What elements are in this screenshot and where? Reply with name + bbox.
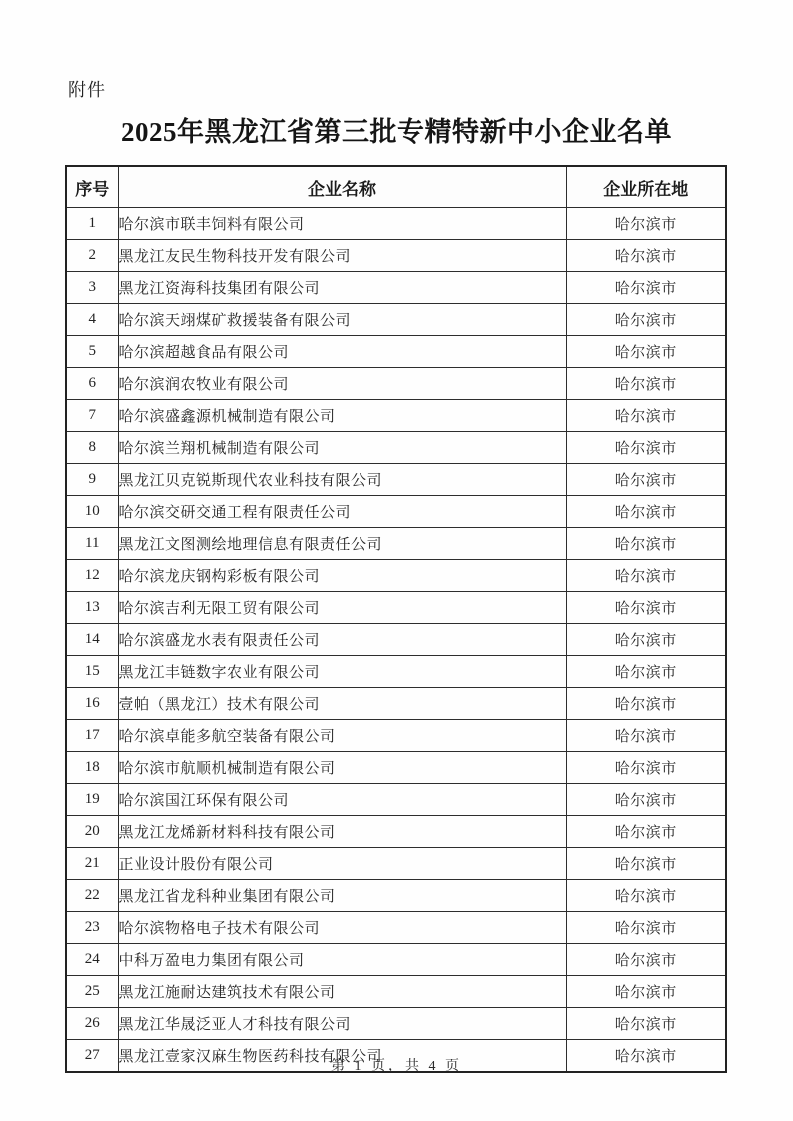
row-company-location: 哈尔滨市 — [566, 912, 726, 944]
row-serial-number: 2 — [66, 240, 118, 272]
header-serial-number: 序号 — [66, 166, 118, 208]
row-serial-number: 19 — [66, 784, 118, 816]
row-company-name: 哈尔滨市航顺机械制造有限公司 — [118, 752, 566, 784]
row-company-location: 哈尔滨市 — [566, 720, 726, 752]
row-company-location: 哈尔滨市 — [566, 560, 726, 592]
table-row — [66, 208, 726, 240]
table-row — [66, 272, 726, 304]
row-serial-number: 15 — [66, 656, 118, 688]
row-company-location: 哈尔滨市 — [566, 880, 726, 912]
table-row — [66, 944, 726, 976]
company-table — [65, 165, 727, 1073]
row-serial-number: 7 — [66, 400, 118, 432]
table-row — [66, 240, 726, 272]
row-company-name: 哈尔滨市联丰饲料有限公司 — [118, 208, 566, 240]
row-company-name: 哈尔滨龙庆钢构彩板有限公司 — [118, 560, 566, 592]
row-company-name: 壹帕（黑龙江）技术有限公司 — [118, 688, 566, 720]
row-serial-number: 8 — [66, 432, 118, 464]
row-company-location: 哈尔滨市 — [566, 432, 726, 464]
table-row — [66, 816, 726, 848]
table-header-row — [66, 166, 726, 208]
table-row — [66, 432, 726, 464]
row-serial-number: 6 — [66, 368, 118, 400]
row-company-location: 哈尔滨市 — [566, 368, 726, 400]
row-company-location: 哈尔滨市 — [566, 272, 726, 304]
page-title: 2025年黑龙江省第三批专精特新中小企业名单 — [121, 117, 672, 147]
row-serial-number: 13 — [66, 592, 118, 624]
table-body — [66, 208, 726, 1073]
row-company-name: 黑龙江友民生物科技开发有限公司 — [118, 240, 566, 272]
table-row — [66, 752, 726, 784]
table-row — [66, 400, 726, 432]
row-company-name: 黑龙江省龙科种业集团有限公司 — [118, 880, 566, 912]
row-company-name: 哈尔滨物格电子技术有限公司 — [118, 912, 566, 944]
row-company-name: 黑龙江贝克锐斯现代农业科技有限公司 — [118, 464, 566, 496]
table-row — [66, 784, 726, 816]
header-company-location: 企业所在地 — [566, 166, 726, 208]
table-row — [66, 912, 726, 944]
row-company-name: 哈尔滨兰翔机械制造有限公司 — [118, 432, 566, 464]
attachment-label: 附件 — [68, 80, 106, 100]
row-company-location: 哈尔滨市 — [566, 976, 726, 1008]
table-row — [66, 336, 726, 368]
row-company-name: 哈尔滨盛鑫源机械制造有限公司 — [118, 400, 566, 432]
row-serial-number: 23 — [66, 912, 118, 944]
row-company-location: 哈尔滨市 — [566, 528, 726, 560]
row-serial-number: 18 — [66, 752, 118, 784]
header-company-name: 企业名称 — [118, 166, 566, 208]
row-serial-number: 24 — [66, 944, 118, 976]
table-row — [66, 688, 726, 720]
row-serial-number: 20 — [66, 816, 118, 848]
row-company-name: 黑龙江壹家汉麻生物医药科技有限公司 — [118, 1040, 566, 1073]
table-row — [66, 368, 726, 400]
table-row — [66, 560, 726, 592]
row-company-name: 黑龙江华晟泛亚人才科技有限公司 — [118, 1008, 566, 1040]
row-serial-number: 22 — [66, 880, 118, 912]
row-serial-number: 25 — [66, 976, 118, 1008]
row-company-name: 哈尔滨吉利无限工贸有限公司 — [118, 592, 566, 624]
row-serial-number: 12 — [66, 560, 118, 592]
row-company-location: 哈尔滨市 — [566, 400, 726, 432]
row-serial-number: 1 — [66, 208, 118, 240]
table-row — [66, 624, 726, 656]
table-row — [66, 592, 726, 624]
row-company-location: 哈尔滨市 — [566, 944, 726, 976]
row-serial-number: 14 — [66, 624, 118, 656]
table-row — [66, 528, 726, 560]
table-row — [66, 720, 726, 752]
row-company-location: 哈尔滨市 — [566, 1040, 726, 1073]
table-row — [66, 1008, 726, 1040]
row-company-location: 哈尔滨市 — [566, 304, 726, 336]
row-serial-number: 26 — [66, 1008, 118, 1040]
table-row — [66, 848, 726, 880]
row-serial-number: 17 — [66, 720, 118, 752]
row-serial-number: 16 — [66, 688, 118, 720]
row-company-name: 黑龙江文图测绘地理信息有限责任公司 — [118, 528, 566, 560]
table-row — [66, 464, 726, 496]
row-serial-number: 5 — [66, 336, 118, 368]
row-serial-number: 4 — [66, 304, 118, 336]
row-company-location: 哈尔滨市 — [566, 496, 726, 528]
row-serial-number: 27 — [66, 1040, 118, 1073]
row-company-location: 哈尔滨市 — [566, 688, 726, 720]
row-company-location: 哈尔滨市 — [566, 784, 726, 816]
row-company-name: 黑龙江资海科技集团有限公司 — [118, 272, 566, 304]
table-row — [66, 304, 726, 336]
row-company-name: 黑龙江龙烯新材料科技有限公司 — [118, 816, 566, 848]
table-row — [66, 976, 726, 1008]
row-company-location: 哈尔滨市 — [566, 624, 726, 656]
row-company-location: 哈尔滨市 — [566, 208, 726, 240]
row-serial-number: 9 — [66, 464, 118, 496]
row-company-location: 哈尔滨市 — [566, 336, 726, 368]
row-serial-number: 21 — [66, 848, 118, 880]
row-company-name: 哈尔滨天翊煤矿救援装备有限公司 — [118, 304, 566, 336]
row-company-name: 哈尔滨交研交通工程有限责任公司 — [118, 496, 566, 528]
row-company-location: 哈尔滨市 — [566, 816, 726, 848]
table-row — [66, 496, 726, 528]
row-company-name: 中科万盈电力集团有限公司 — [118, 944, 566, 976]
row-company-location: 哈尔滨市 — [566, 464, 726, 496]
row-serial-number: 3 — [66, 272, 118, 304]
table-row — [66, 880, 726, 912]
row-company-location: 哈尔滨市 — [566, 752, 726, 784]
page-number-indicator: 第 1 页，共 4 页 — [331, 1059, 462, 1074]
row-company-location: 哈尔滨市 — [566, 656, 726, 688]
row-company-name: 哈尔滨超越食品有限公司 — [118, 336, 566, 368]
row-company-location: 哈尔滨市 — [566, 240, 726, 272]
row-company-location: 哈尔滨市 — [566, 1008, 726, 1040]
row-company-name: 哈尔滨国江环保有限公司 — [118, 784, 566, 816]
row-company-name: 黑龙江施耐达建筑技术有限公司 — [118, 976, 566, 1008]
row-company-name: 黑龙江丰链数字农业有限公司 — [118, 656, 566, 688]
row-company-name: 哈尔滨润农牧业有限公司 — [118, 368, 566, 400]
row-company-location: 哈尔滨市 — [566, 592, 726, 624]
row-serial-number: 11 — [66, 528, 118, 560]
row-company-name: 正业设计股份有限公司 — [118, 848, 566, 880]
row-company-name: 哈尔滨盛龙水表有限责任公司 — [118, 624, 566, 656]
table-row — [66, 656, 726, 688]
row-company-location: 哈尔滨市 — [566, 848, 726, 880]
row-serial-number: 10 — [66, 496, 118, 528]
row-company-name: 哈尔滨卓能多航空装备有限公司 — [118, 720, 566, 752]
